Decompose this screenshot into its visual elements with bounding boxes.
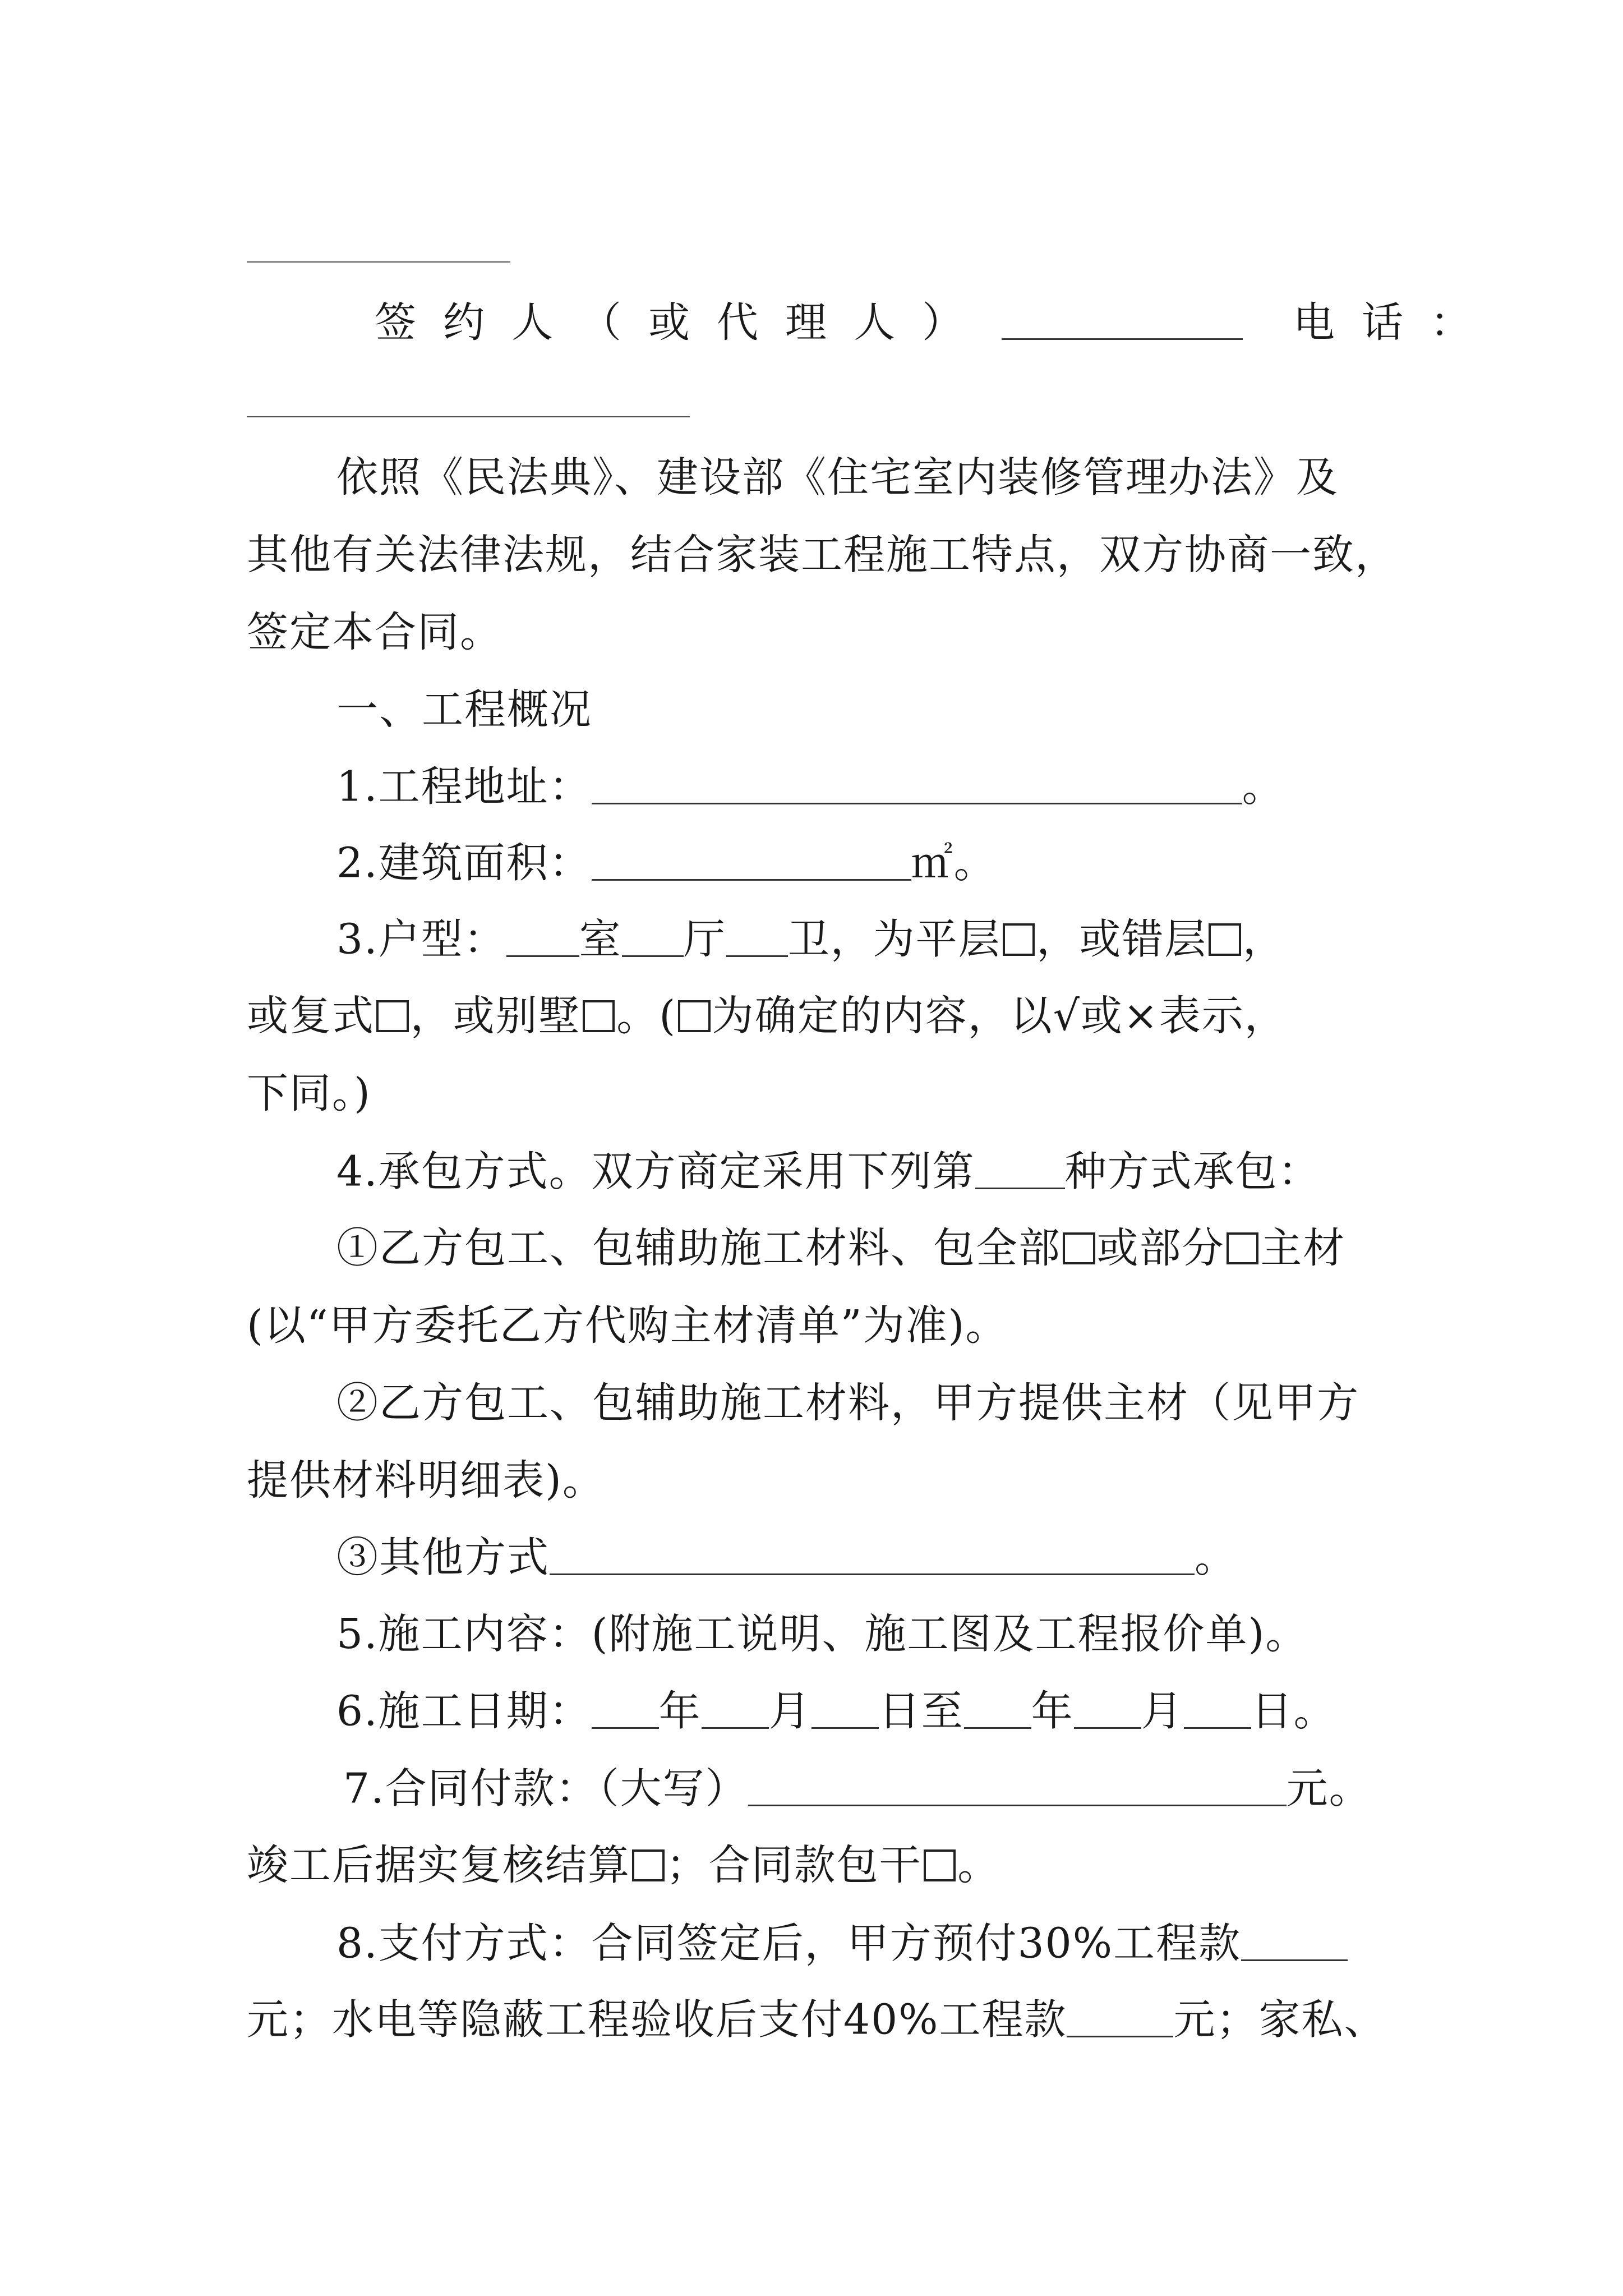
section-title: 一、工程概况	[336, 685, 592, 734]
item-scope: 5.施工内容：(附施工说明、施工图及工程报价单)。	[336, 1610, 1308, 1658]
other-mode-blank[interactable]	[550, 1536, 1195, 1575]
hall-blank[interactable]	[622, 918, 684, 957]
item-contract-mode: 4.承包方式。双方商定采用下列第 种方式承包：	[336, 1147, 1321, 1196]
villa-checkbox[interactable]	[583, 1000, 615, 1033]
hidden-works-blank[interactable]	[1067, 1998, 1173, 2037]
intro-line-1: 依照《民法典》、建设部《住宅室内装修管理办法》及	[336, 453, 1339, 501]
intro-line-3: 签定本合同。	[247, 608, 502, 656]
end-year-blank[interactable]	[964, 1690, 1031, 1729]
item-payment-total: 7.合同付款：（大写） 元。	[343, 1764, 1372, 1813]
end-day-blank[interactable]	[1184, 1690, 1251, 1729]
start-year-blank[interactable]	[592, 1690, 659, 1729]
signer-blank[interactable]	[1002, 301, 1243, 340]
item-layout-cont: 或复式 ，或别墅 。( 为确定的内容，以√或×表示，	[247, 992, 1287, 1040]
mode-option-1: ①乙方包工、包辅助施工材料、包全部 或部分 主材	[336, 1224, 1346, 1272]
mode-option-3: ③其他方式 。	[336, 1533, 1237, 1582]
signer-label: 签约人（或代理人）	[375, 298, 990, 347]
prepay-blank[interactable]	[1241, 1922, 1348, 1961]
item-area: 2.建筑面积： ㎡。	[336, 839, 997, 887]
item-address: 1.工程地址： 。	[336, 762, 1285, 811]
end-month-blank[interactable]	[1074, 1690, 1141, 1729]
top-signature-line	[247, 261, 510, 263]
mode-option-2: ②乙方包工、包辅助施工材料，甲方提供主材（见甲方	[336, 1379, 1359, 1427]
signer-row	[375, 298, 1498, 347]
item-layout-cont2: 下同。)	[247, 1069, 371, 1117]
part-material-checkbox[interactable]	[1227, 1232, 1259, 1265]
legend-checkbox	[678, 1000, 711, 1033]
start-month-blank[interactable]	[702, 1690, 769, 1729]
address-blank[interactable]	[592, 765, 1242, 804]
lump-sum-checkbox[interactable]	[924, 1849, 956, 1882]
mode-blank[interactable]	[975, 1150, 1065, 1189]
item-dates: 6.施工日期： 年 月 日至 年 月 日。	[336, 1687, 1336, 1736]
start-day-blank[interactable]	[811, 1690, 879, 1729]
all-material-checkbox[interactable]	[1063, 1232, 1095, 1265]
mode-option-1-cont: (以“甲方委托乙方代购主材清单”为准)。	[247, 1301, 1008, 1350]
item-payment-method-cont: 元；水电等隐蔽工程验收后支付40%工程款 元；家私、	[247, 1995, 1387, 2044]
item-payment-method: 8.支付方式：合同签定后，甲方预付30%工程款	[336, 1922, 1402, 1964]
item-payment-total-cont: 竣工后据实复核结算 ；合同款包干 。	[247, 1841, 1000, 1889]
flat-checkbox[interactable]	[1003, 923, 1035, 956]
area-blank[interactable]	[592, 841, 911, 881]
split-checkbox[interactable]	[1209, 923, 1241, 956]
room-blank[interactable]	[506, 918, 579, 957]
intro-line-2: 其他有关法律法规，结合家装工程施工特点，双方协商一致，	[247, 531, 1398, 579]
phone-line	[247, 416, 690, 417]
amount-blank[interactable]	[748, 1767, 1287, 1806]
phone-label: 电话：	[1293, 298, 1498, 347]
recheck-checkbox[interactable]	[632, 1849, 665, 1882]
duplex-checkbox[interactable]	[376, 1000, 409, 1033]
bath-blank[interactable]	[726, 918, 788, 957]
item-layout: 3.户型： 室 厅 卫，为平层 ，或错层 ，	[336, 915, 1285, 964]
mode-option-2-cont: 提供材料明细表)。	[247, 1456, 605, 1504]
